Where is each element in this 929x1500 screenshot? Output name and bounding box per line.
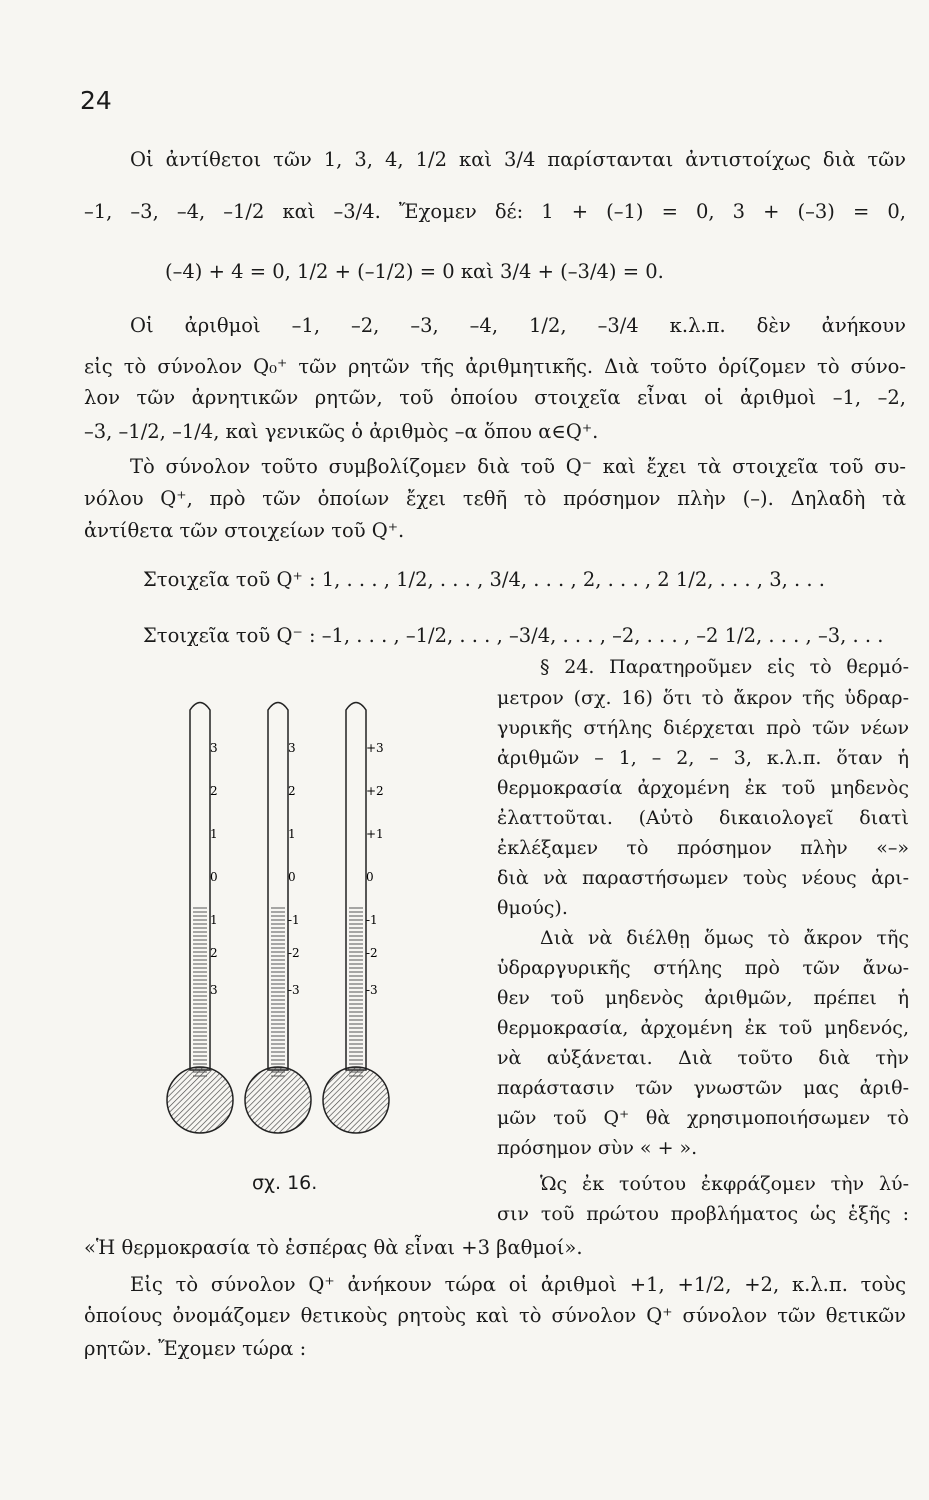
right-line-2: μετρον (σχ. 16) ὅτι τὸ ἄκρον τῆς ὑδραρ- bbox=[497, 687, 909, 709]
text-line-11: Στοιχεῖα τοῦ Q⁺ : 1, . . . , 1/2, . . . , 3/4, . . . , 2, . . . , 2 1/2, . . . , 3, . . . bbox=[143, 568, 826, 591]
tick-label: -1 bbox=[288, 913, 300, 927]
text-line-1: Οἱ ἀντίθετοι τῶν 1, 3, 4, 1/2 καὶ 3/4 παρίστανται ἀντιστοίχως διὰ τῶν bbox=[130, 148, 906, 171]
tick-label: +3 bbox=[366, 741, 384, 755]
right-line-15: παράστασιν τῶν γνωστῶν μας ἀριθ- bbox=[497, 1077, 909, 1099]
text-line-8: Τὸ σύνολον τοῦτο συμβολίζομεν διὰ τοῦ Q⁻ καὶ ἔχει τὰ στοιχεῖα τοῦ συ- bbox=[130, 455, 906, 478]
tick-label: 1 bbox=[288, 827, 296, 841]
right-line-11: ὑδραργυρικῆς στήλης πρὸ τῶν ἄνω- bbox=[497, 957, 909, 979]
thermometer-3 bbox=[323, 703, 389, 1134]
text-line-3: (–4) + 4 = 0, 1/2 + (–1/2) = 0 καὶ 3/4 + (–3/4) = 0. bbox=[165, 260, 664, 283]
tick-label: 3 bbox=[210, 983, 218, 997]
right-line-14: νὰ αὐξάνεται. Διὰ τοῦτο διὰ τὴν bbox=[497, 1047, 909, 1069]
right-line-19: σιν τοῦ πρώτου προβλήματος ὡς ἑξῆς : bbox=[497, 1203, 909, 1225]
right-line-8: διὰ νὰ παραστήσωμεν τοὺς νέους ἀρι- bbox=[497, 867, 909, 889]
bottom-line-1: «Ἡ θερμοκρασία τὸ ἑσπέρας θὰ εἶναι +3 βαθμοί». bbox=[84, 1236, 583, 1259]
tick-label: 3 bbox=[288, 741, 296, 755]
text-line-5: εἰς τὸ σύνολον Q₀⁺ τῶν ρητῶν τῆς ἀριθμητικῆς. Διὰ τοῦτο ὁρίζομεν τὸ σύνο- bbox=[84, 355, 906, 378]
text-line-7: –3, –1/2, –1/4, καὶ γενικῶς ὁ ἀριθμὸς –α ὅπου α∈Q⁺. bbox=[84, 420, 599, 443]
figure-caption: σχ. 16. bbox=[252, 1172, 318, 1194]
text-line-12: Στοιχεῖα τοῦ Q⁻ : –1, . . . , –1/2, . . . , –3/4, . . . , –2, . . . , –2 1/2, . . . , –3, . . . bbox=[143, 624, 884, 647]
bottom-line-2: Εἰς τὸ σύνολον Q⁺ ἀνήκουν τώρα οἱ ἀριθμοὶ +1, +1/2, +2, κ.λ.π. τοὺς bbox=[130, 1273, 906, 1296]
tick-label: -1 bbox=[366, 913, 378, 927]
tick-label: -2 bbox=[366, 946, 378, 960]
text-line-2: –1, –3, –4, –1/2 καὶ –3/4. Ἔχομεν δέ: 1 + (–1) = 0, 3 + (–3) = 0, bbox=[84, 200, 906, 223]
tick-label: 0 bbox=[288, 870, 296, 884]
bottom-line-4: ρητῶν. Ἔχομεν τώρα : bbox=[84, 1337, 307, 1360]
tick-label: 1 bbox=[210, 913, 218, 927]
tick-label: -2 bbox=[288, 946, 300, 960]
right-line-12: θεν τοῦ μηδενὸς ἀριθμῶν, πρέπει ἡ bbox=[497, 987, 909, 1009]
text-line-4: Οἱ ἀριθμοὶ –1, –2, –3, –4, 1/2, –3/4 κ.λ.π. δὲν ἀνήκουν bbox=[130, 314, 906, 337]
tick-label: 2 bbox=[210, 784, 218, 798]
right-line-17: πρόσημον σὺν « + ». bbox=[497, 1137, 698, 1159]
right-line-9: θμούς). bbox=[497, 897, 568, 919]
tick-label: +2 bbox=[366, 784, 384, 798]
text-line-10: ἀντίθετα τῶν στοιχείων τοῦ Q⁺. bbox=[84, 519, 405, 542]
right-line-7: ἐκλέξαμεν τὸ πρόσημον πλὴν «–» bbox=[497, 837, 909, 859]
thermometer-1 bbox=[167, 703, 233, 1134]
right-line-16: μῶν τοῦ Q⁺ θὰ χρησιμοποιήσωμεν τὸ bbox=[497, 1107, 909, 1129]
right-line-3: γυρικῆς στήλης διέρχεται πρὸ τῶν νέων bbox=[497, 717, 909, 739]
right-line-18: Ὡς ἐκ τούτου ἐκφράζομεν τὴν λύ- bbox=[540, 1173, 909, 1195]
right-line-13: θερμοκρασία, ἀρχομένη ἐκ τοῦ μηδενός, bbox=[497, 1017, 909, 1039]
tick-label: -3 bbox=[366, 983, 378, 997]
tick-label: 2 bbox=[210, 946, 218, 960]
bottom-line-3: ὁποίους ὀνομάζομεν θετικοὺς ρητοὺς καὶ τὸ σύνολον Q⁺ σύνολον τῶν θετικῶν bbox=[84, 1304, 906, 1327]
tick-label: 1 bbox=[210, 827, 218, 841]
right-line-4: ἀριθμῶν – 1, – 2, – 3, κ.λ.π. ὅταν ἡ bbox=[497, 747, 909, 769]
tick-label: -3 bbox=[288, 983, 300, 997]
tick-label: 3 bbox=[210, 741, 218, 755]
page-number: 24 bbox=[80, 86, 112, 115]
thermometers-figure bbox=[150, 690, 440, 1150]
tick-label: 2 bbox=[288, 784, 296, 798]
tick-label: 0 bbox=[366, 870, 374, 884]
right-line-5: θερμοκρασία ἀρχομένη ἐκ τοῦ μηδενὸς bbox=[497, 777, 909, 799]
right-line-1: § 24. Παρατηροῦμεν εἰς τὸ θερμό- bbox=[540, 656, 909, 678]
thermometer-2 bbox=[245, 703, 311, 1134]
right-line-6: ἐλαττοῦται. (Αὐτὸ δικαιολογεῖ διατὶ bbox=[497, 807, 909, 829]
tick-label: 0 bbox=[210, 870, 218, 884]
text-line-6: λον τῶν ἀρνητικῶν ρητῶν, τοῦ ὁποίου στοιχεῖα εἶναι οἱ ἀριθμοὶ –1, –2, bbox=[84, 386, 906, 409]
tick-label: +1 bbox=[366, 827, 384, 841]
text-line-9: νόλου Q⁺, πρὸ τῶν ὁποίων ἔχει τεθῆ τὸ πρόσημον πλὴν (–). Δηλαδὴ τὰ bbox=[84, 487, 906, 510]
right-line-10: Διὰ νὰ διέλθῃ ὅμως τὸ ἄκρον τῆς bbox=[540, 927, 909, 949]
